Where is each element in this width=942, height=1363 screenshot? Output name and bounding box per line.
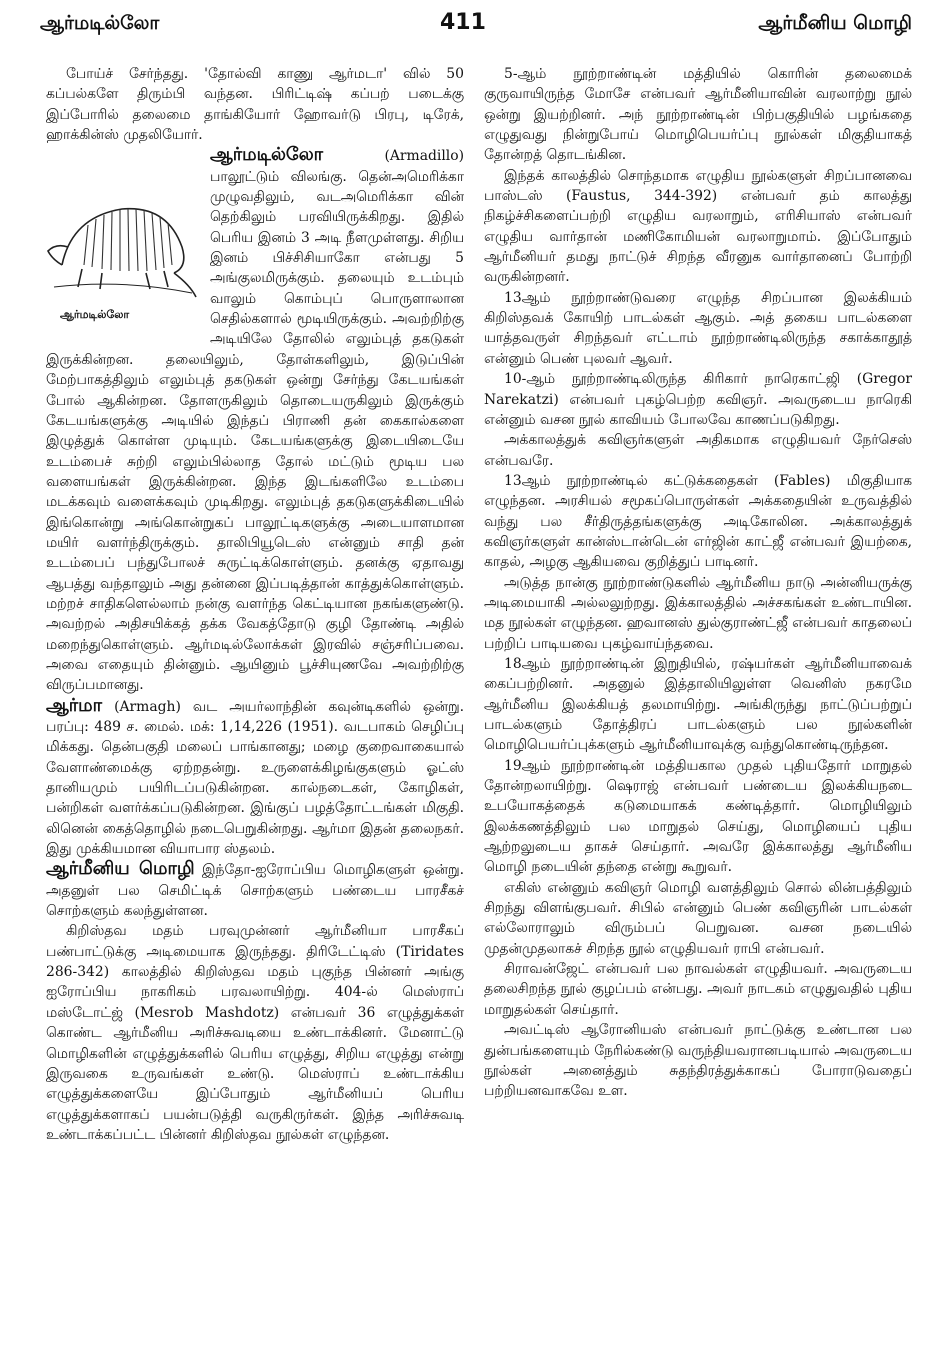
entry-armagh [46,696,464,860]
paragraph: 10-ஆம் நூற்றாண்டிலிருந்த கிரிகார் நாரெகாட்ஜி (Gregor Narekatzi) என்பவர் புகழ்பெற்ற கவிஞர். அவருடைய நாரெகி என்னும் வசன நூல் காவியம் போலவே காணப்படுகிறது. [484,371,912,428]
paragraph: 18ஆம் நூற்றாண்டின் இறுதியில், ரஷ்யர்கள் ஆர்மீனியாவைக் கைப்பற்றினர். அதனுல் இத்தாலியிலுள்ள வெனிஸ் நகரமே ஆர்மீனிய இலக்கியத் தலமாயிற்று. அங்கிருந்து நாட்டுப்பற்றுப் பாடல்களும் தோத்திரப் பாடல்களும் பல நூல்களின் மொழிபெயர்ப்புக்களும் ஆர்மீனியாவுக்கு வந்துகொண்டிருந்தன. [484,655,912,754]
entry-text: இந்தோ-ஐரோப்பிய மொழிகளுள் ஒன்று. அதனுள் பல செமிட்டிக் சொற்களும் பண்டைய பாரசீகச் சொற்களும் கலந்துள்ளன. [46,862,464,920]
left-column [46,64,464,1145]
paragraph: அக்காலத்துக் கவிஞர்களுள் அதிகமாக எழுதியவர் நேர்செஸ் என்பவரே. [484,432,912,469]
paragraph: 19ஆம் நூற்றாண்டின் மத்தியகால முதல் புதியதோர் மாறுதல் தோன்றலாயிற்று. ஷெராஜ் என்பவர் பண்டைய இலக்கியநடை உபயோகத்தைக் கடுமையாகக் கண்டித்தார். மொழியிலும் இலக்கணத்திலும் பல மாறுதல் செய்து, மொழியைப் புதிய ஆற்றலுடைய தாகச் செய்தார். அவரே இக்காலத்து ஆர்மீனிய மொழி நடையின் தந்தை என்று கூறுவர். [484,757,912,876]
figure-caption: ஆர்மடில்லோ [60,308,130,322]
page-number: 411 [440,10,486,35]
armadillo-icon [42,147,200,305]
paragraph: 13ஆம் நூற்றாண்டில் கட்டுக்கதைகள் (Fables) மிகுதியாக எழுந்தன. அரசியல் சமூகப்பொருள்கள் அக்கதையின் உருவத்தில் வந்து பல சீர்திருத்தங்களுக்கு அடிகோலின. அக்காலத்துக் கவிஞர்களுள் கான்ஸ்டான்டென் எர்ஜின் காட்ஜீ என்பவர் இயற்கை, காதல், அழகு ஆகியவை குறித்துப் பாடினர். [484,472,912,571]
paragraph: அடுத்த நான்கு நூற்றாண்டுகளில் ஆர்மீனிய நாடு அன்னியருக்கு அடிமையாகி அல்லலுற்றது. இக்காலத்தில் அச்சகங்கள் உண்டாயின. மத நூல்கள் எழுந்தன. ஹவானஸ் துல்குராண்ட்ஜீ என்பவர் காதலைப் பற்றிப் பாடியவை புகழ்வாய்ந்தவை. [484,574,912,652]
paragraph: சிராவன்ஜேட் என்பவர் பல நாவல்கள் எழுதியவர். அவருடைய தலைசிறந்த நூல் குழப்பம் என்பது. அவர் நாடகம் எழுதுவதில் புதிய மாறுதல்கள் செய்தார். [484,961,912,1018]
paragraph: எகிஸ் என்னும் கவிஞர் மொழி வளத்திலும் சொல் லின்பத்திலும் சிறந்து விளங்குபவர். சிபில் என்னும் பெண் கவிஞரின் பாடல்கள் எல்லோராலும் விரும்பப் பெறுவன. வசன நடையில் முதன்முதலாகச் சிறந்த நூல் எழுதியவர் ராபி என்பவர். [484,879,912,957]
entry-title: ஆர்மடில்லோ [210,144,324,166]
entry-text: (Armagh) வட அயர்லாந்தின் கவுன்டிகளில் ஒன்று. பரப்பு: 489 ச. மைல். மக்: 1,14,226 (1951). வடபாகம் செழிப்பு மிக்கது. தென்பகுதி மலைப் பாங்கானது; மழை குறைவாகையால் வேளாண்மைக்கு ஏற்றதன்று. உருளைக்கிழங்குகளும் ஓட்ஸ் தானியமும் பயிரிடப்படுகின்றன. கால்நடைகள், கோழிகள், பன்றிகள் வளர்க்கப்படுகின்றன. இங்குப் பழத்தோட்டங்கள் மிகுதி. லினென் கைத்தொழில் நடைபெறுகின்றது. ஆர்மா இதன் தலைநகர். இது முக்கியமான வியாபார ஸ்தலம். [46,698,464,858]
header-left-entry: ஆர்மடில்லோ [40,12,160,34]
armadillo-figure [42,147,200,333]
entry-armadillo [46,145,464,695]
paragraph: இந்தக் காலத்தில் சொந்தமாக எழுதிய நூல்களுள் சிறப்பானவை பாஸ்டஸ் (Faustus, 344-392) என்பவர் தம் காலத்து நிகழ்ச்சிகளைப்பற்றி எழுதிய வரலாறும், எரிசியாஸ் என்பவர் எழுதிய வார்தான் மணிகோமியன் வரலாறுமாம். இப்போதும் ஆர்மீனியர் தமது நாட்டுச் சிறந்த வீரனுக வார்தானைப் போற்றி வருகின்றனர். [484,167,912,286]
paragraph: அவட்டிஸ் ஆரோனியஸ் என்பவர் நாட்டுக்கு உண்டான பல துன்பங்களையும் நேரில்கண்டு வருந்தியவரானபடியால் அவருடைய நூல்கள் அனைத்தும் சுதந்திரத்துக்காகப் போராடுவதைப் பற்றியனவாகவே உள. [484,1022,912,1100]
paragraph: போய்ச் சேர்ந்தது. 'தோல்வி காணு ஆர்மடா' வில் 50 கப்பல்களே திரும்பி வந்தன. பிரிட்டிஷ் கப்பற் படைக்கு இப்போரில் தலைமை தாங்கியோர் ஹோவர்டு பிரபு, டிரேக், ஹாக்கின்ஸ் முதலியோர். [46,66,464,144]
header-right-entry: ஆர்மீனிய மொழி [758,12,912,34]
entry-text: (Armadillo) பாலூட்டும் விலங்கு. தென்அமெரிக்கா முழுவதிலும், வடஅமெரிக்கா வின் தெற்கிலும் பரவியிருக்கிறது. இதில் பெரிய இனம் 3 அடி நீளமுள்ளது. சிறிய இனம் பிச்சிசியாகோ என்பது 5 அங்குலமிருக்கும். தலையும் உடம்பும் வாலும் கொம்புப் பொருளாலான செதில்களால் மூடியிருக்கும். அவற்றிற்கு அடியிலே தோலில் எலும்புத் தகடுகள் இருக்கின்றன. தலையிலும், தோள்களிலும், இடுப்பின் மேற்பாகத்திலும் எலும்புத் தகடுகள் ஒன்று சேர்ந்து கேடயங்கள் போல் ஆகின்றன. தோளருகிலும் தொடையருகிலும் இருக்கும் கேடயங்களுக்கு அடியில் இந்தப் பிராணி தன் கைகால்களை இழுத்துக் கொள்ள முடியும். கேடயங்களுக்கு இடையிடையே உடம்பைச் சுற்றி எலும்பில்லாத தோல் மட்டும் மூடிய பல வளையங்கள் இருக்கின்றன. இந்த இடங்களிலே உடம்பை மடக்கவும் வளைக்கவும் முடிகிறது. எலும்புத் தகடுகளுக்கிடையில் இங்கொன்று அங்கொன்றுகப் பாலூட்டிகளுக்கு அடையாளமான மயிர் வளர்ந்திருக்கும். தாலிபியூடெஸ் என்னும் சாதி தன் உடம்பைப் பந்துபோலச் சுருட்டிக்கொள்ளும். தனக்கு ஏதாவது ஆபத்து வந்தாலும் அது தன்னை இப்படித்தான் காத்துக்கொள்ளும். மற்றச் சாதிகளெல்லாம் நன்கு வளர்ந்த கெட்டியான நகங்களுண்டு. அவற்றல் அதிசயிக்கத் தக்க வேகத்தோடு குழி தோண்டி அதில் மறைந்துகொள்ளும். ஆர்மடில்லோக்கள் இரவில் சஞ்சரிப்பவை. அவை எதையும் தின்னும். ஆயினும் பூச்சியுணவே அவற்றிற்கு விருப்பமானது. [46,148,464,694]
right-column [484,64,912,1102]
page-header [0,6,942,46]
paragraph: கிறிஸ்தவ மதம் பரவுமுன்னர் ஆர்மீனியா பாரசீகப் பண்பாட்டுக்கு அடிமையாக இருந்தது. திரிடேட்டிஸ் (Tiridates 286-342) காலத்தில் கிறிஸ்தவ மதம் புகுந்த பின்னர் அங்கு ஐரோப்பிய நாகரிகம் பரவலாயிற்று. 404-ல் மெஸ்ராப் மஸ்டோட்ஜ் (Mesrob Mashdotz) என்பவர் 36 எழுத்துக்கள் கொண்ட ஆர்மீனிய அரிச்சுவடியை உண்டாக்கினர். மேனாட்டு மொழிகளின் எழுத்துக்களில் பெரிய எழுத்து, சிறிய எழுத்து என்று இருவகை உருவங்கள் உண்டு. மெஸ்ராப் உண்டாக்கிய எழுத்துக்களையே இப்போதும் ஆர்மீனியப் பெரிய எழுத்துக்களாகப் பயன்படுத்தி வருகிருர்கள். இந்த அரிச்சுவடி உண்டாக்கப்பட்ட பின்னர் கிறிஸ்தவ நூல்கள் எழுந்தன. [46,923,464,1143]
entry-armenian-language [46,859,464,921]
entry-title: ஆர்மா [46,694,103,716]
entry-title: ஆர்மீனிய மொழி [46,858,195,880]
paragraph: 13ஆம் நூற்றாண்டுவரை எழுந்த சிறப்பான இலக்கியம் கிறிஸ்தவக் கோயிற் பாடல்கள் ஆகும். அத் தகைய பாடல்களை யாத்தவருள் சிறந்தவர் எட்டாம் நூற்றாண்டிலிருந்த சகாக்காதூத் என்னும் பெண் புலவர் ஆவர். [484,289,912,367]
paragraph: 5-ஆம் நூற்றாண்டின் மத்தியில் கொரின் தலைமைக் குருவாயிருந்த மோசே என்பவர் ஆர்மீனியாவின் வரலாற்று நூல் ஒன்று இயற்றினர். அந் நூற்றாண்டின் பிற்பகுதியில் பழங்கதை எழுதுவது நின்றுபோய் மொழிபெயர்ப்பு நூல்கள் மிகுதியாகத் தோன்றத் தொடங்கின. [484,66,912,164]
